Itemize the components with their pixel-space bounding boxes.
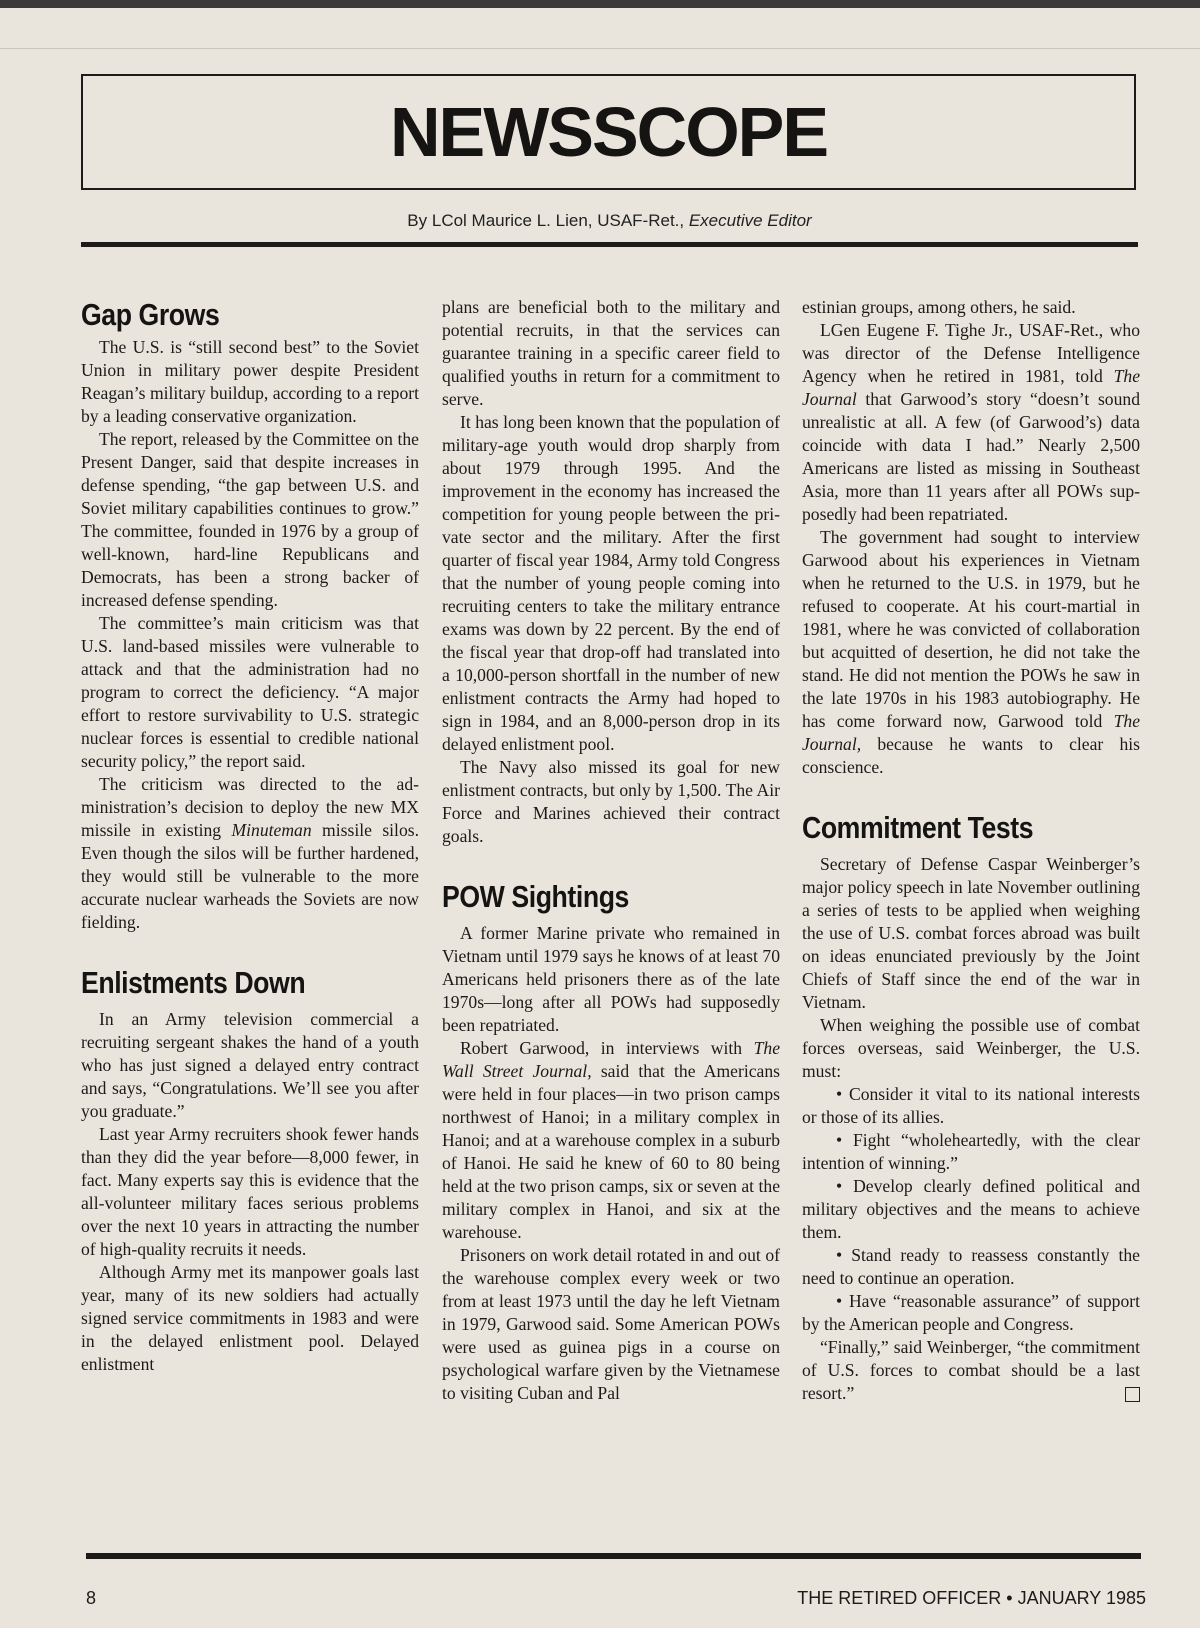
bullet-item: • Fight “wholeheartedly, with the clear intention of winning.” bbox=[802, 1130, 1140, 1173]
paragraph: When weighing the possible use of combat forces overseas, said Weinberger, the U.S. must: bbox=[802, 1015, 1140, 1081]
heading-commitment-tests: Commitment Tests bbox=[802, 810, 1034, 845]
heading-enlistments-down: Enlistments Down bbox=[81, 965, 306, 1000]
byline-role: Executive Editor bbox=[688, 211, 812, 230]
paragraph bbox=[81, 773, 419, 934]
byline bbox=[81, 211, 1138, 231]
paragraph: Prisoners on work detail rotated in and out of the warehouse complex every week or two from at least 1973 until the day he left Vietnam in 1979, Garwood said. Some American POWs were used as guinea pigs in a course on psychological warfare given by the Vietnamese to visiting Cuban and Pal bbox=[442, 1245, 780, 1403]
italic-text: Minuteman bbox=[231, 820, 312, 840]
text-run: because he wants to clear his conscience. bbox=[802, 734, 1140, 777]
masthead-box bbox=[81, 74, 1136, 190]
page-number: 8 bbox=[86, 1588, 97, 1608]
column-3 bbox=[802, 296, 1140, 1405]
italic-text: The Journal bbox=[802, 366, 1140, 409]
bottom-rule bbox=[86, 1553, 1141, 1559]
column-1 bbox=[81, 296, 419, 1376]
text-run: “Finally,” said Weinberger, “the commitment of U.S. forces to combat should be a last resort.” bbox=[802, 1337, 1140, 1403]
heading-pow-sightings: POW Sightings bbox=[442, 879, 629, 914]
italic-text: The Journal, bbox=[802, 711, 1140, 754]
paragraph bbox=[802, 319, 1140, 526]
paragraph: A former Marine private who remained in Vietnam until 1979 says he knows of at least 70 Americans held prisoners there as of the late 1970s—long after all POWs had supposedly been repatriated. bbox=[442, 923, 780, 1035]
paragraph-continued: plans are beneficial both to the military and potential recruits, in that the services can guarantee training in a specific career field to qualified youths in return for a commitment to serve. bbox=[442, 297, 780, 409]
paragraph: Although Army met its manpower goals last year, many of its new soldiers had actually signed service commitments in 1983 and were in the delayed enlistment pool. Delayed enlistment bbox=[81, 1262, 419, 1374]
paragraph: The committee’s main criticism was that U.S. land-based missiles were vulnerable to attack and that the administration had no program to correct the deficiency. “A major effort to restore survivability to U.S. strategic nuclear forces is essential to credible national security policy,” the report said. bbox=[81, 613, 419, 771]
text-run: LGen Eugene F. Tighe Jr., USAF-Ret., who was director of the Defense Intelligence Agency when he retired in 1981, told bbox=[802, 320, 1140, 386]
byline-author: By LCol Maurice L. Lien, USAF-Ret., bbox=[407, 211, 689, 230]
heading-gap-grows: Gap Grows bbox=[81, 297, 220, 332]
paragraph: Last year Army recruiters shook fewer hands than they did the year before—8,000 fewer, in fact. Many experts say this is evidence that the all-volunteer military faces serious problems over the next 10 years in attracting the number of high-quality recruits it needs. bbox=[81, 1124, 419, 1259]
text-run: that Garwood’s story “doesn’t sound unrealistic at all. A few (of Garwood’s) data coincide with data I had.” Nearly 2,500 Americans are listed as missing in Southeast Asia, more than 11 years after all POWs supposedly had been repatriated. bbox=[802, 389, 1140, 524]
masthead-title: NEWSSCOPE bbox=[389, 93, 828, 171]
column-2 bbox=[442, 296, 780, 1405]
bullet-item: • Consider it vital to its national interests or those of its allies. bbox=[802, 1084, 1140, 1127]
paragraph: The U.S. is “still second best” to the Soviet Union in military power despite President Reagan’s military buildup, according to a report by a leading conservative organization. bbox=[81, 337, 419, 426]
bullet-item: • Stand ready to reassess constantly the need to continue an operation. bbox=[802, 1245, 1140, 1288]
paragraph: The Navy also missed its goal for new enlistment contracts, but only by 1,500. The Air Force and Marines achieved their contract goals. bbox=[442, 757, 780, 846]
text-run: Robert Garwood, in interviews with bbox=[460, 1038, 754, 1058]
paragraph: The report, released by the Committee on the Present Danger, said that despite increases in defense spending, “the gap between U.S. and Soviet military capabilities continues to grow.” The committee, founded in 1976 by a group of well-known, hard-line Republicans and Democrats, has been a strong backer of increased defense spending. bbox=[81, 429, 419, 610]
bullet-item: • Develop clearly defined political and military objectives and the means to achieve them. bbox=[802, 1176, 1140, 1242]
italic-text: The Wall Street Journal, bbox=[442, 1038, 780, 1081]
bullet-item: • Have “reasonable assurance” of support by the American people and Congress. bbox=[802, 1291, 1140, 1334]
paragraph bbox=[802, 526, 1140, 779]
paragraph: In an Army television commercial a recruiting sergeant shakes the hand of a youth who has just signed a delayed entry contract and says, “Congratulations. We’ll see you after you graduate.” bbox=[81, 1009, 419, 1121]
text-run: missile silos. Even though the silos will be further hardened, they would still be vulnerable to the more accurate nuclear warheads the Soviets are now fielding. bbox=[81, 820, 419, 932]
top-rule bbox=[81, 242, 1138, 247]
text-run: said that the Americans were held in four places—in two prison camps northwest of Hanoi; in a military complex in Hanoi; and at a warehouse complex in a suburb of Hanoi. He said he knew of 60 to 80 being held at the two prison camps, six or seven at the military complex in Hanoi, and six at the warehouse. bbox=[442, 1061, 780, 1242]
paragraph-continued: estinian groups, among others, he said. bbox=[802, 297, 1076, 317]
paragraph bbox=[802, 1336, 1140, 1405]
paragraph: It has long been known that the population of military-age youth would drop sharply from about 1979 through 1995. And the improvement in the economy has increased the competition for young people between the private sector and the military. After the first quarter of fiscal year 1984, Army told Congress that the number of young people coming into recruiting centers to take the military entrance exams was down by 22 percent. By the end of the fiscal year that drop-off had translated into a 10,000-person shortfall in the number of new enlistment contracts the Army had hoped to sign in 1984, and an 8,000-person drop in its delayed enlistment pool. bbox=[442, 412, 780, 754]
scan-border bbox=[0, 0, 1200, 8]
text-run: The government had sought to interview Garwood about his experiences in Vietnam when he returned to the U.S. in 1979, but he refused to cooperate. At his court-martial in 1981, where he was convicted of collaboration but acquitted of desertion, he did not take the stand. He did not mention the POWs he saw in the late 1970s in his 1983 autobiography. He has come forward now, Garwood told bbox=[802, 527, 1140, 731]
paragraph: Secretary of Defense Caspar Weinberger’s major policy speech in late November outlining a series of tests to be applied when weighing the use of U.S. combat forces abroad was built on ideas enunciated previously by the Joint Chiefs of Staff since the end of the war in Vietnam. bbox=[802, 854, 1140, 1012]
text-run: The criticism was directed to the administration’s decision to deploy the new MX missile in existing bbox=[81, 774, 419, 840]
publication-line: THE RETIRED OFFICER • JANUARY 1985 bbox=[797, 1588, 1146, 1608]
paragraph bbox=[442, 1037, 780, 1244]
end-mark-icon bbox=[1125, 1387, 1140, 1402]
scan-line bbox=[0, 48, 1200, 49]
